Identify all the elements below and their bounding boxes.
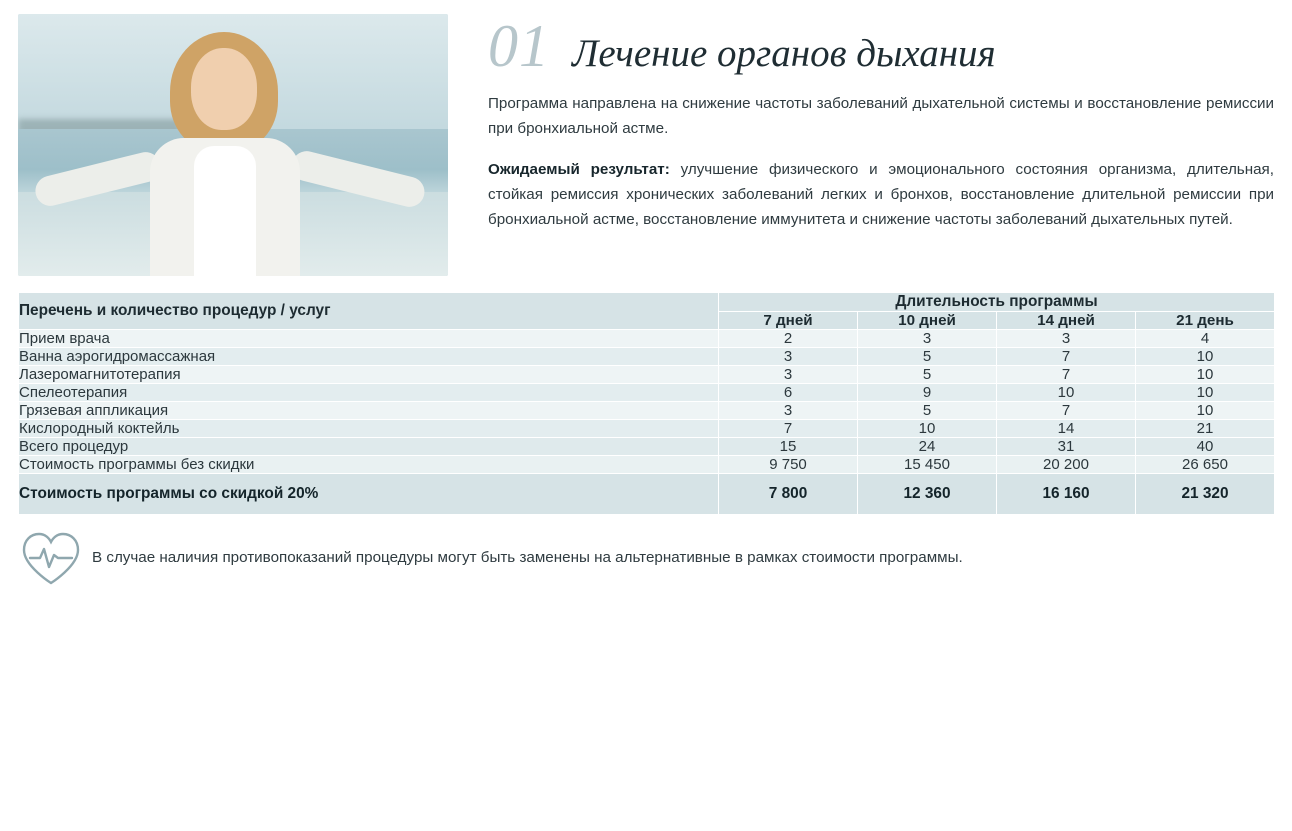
table-row-total — [19, 438, 1275, 456]
row-value-10: 12 360 — [858, 474, 997, 515]
program-title: Лечение органов дыхания — [572, 32, 996, 75]
table-row-price — [19, 456, 1275, 474]
row-name: Кислородный коктейль — [19, 420, 719, 438]
header-duration-14: 14 дней — [997, 312, 1136, 330]
table-body — [19, 330, 1275, 515]
row-value-7: 2 — [719, 330, 858, 348]
table-row — [19, 330, 1275, 348]
intro-section — [0, 0, 1292, 276]
row-value-14: 3 — [997, 330, 1136, 348]
table-row-discount — [19, 474, 1275, 515]
row-value-21: 10 — [1136, 348, 1275, 366]
footnote-text: В случае наличия противопоказаний процедуры могут быть заменены на альтернативные в рамках стоимости программы. — [92, 549, 963, 567]
expected-result-text: улучшение физического и эмоционального состояния организма, длительная, стойкая ремиссия хронических заболеваний легких и бронхов, восстановление длительной ремиссии при бронхиальной астме, восстановление иммунитета и снижение частоты заболеваний дыхательных путей. — [488, 161, 1274, 228]
header-duration-10: 10 дней — [858, 312, 997, 330]
row-value-7: 3 — [719, 348, 858, 366]
row-value-21: 10 — [1136, 402, 1275, 420]
row-value-7: 6 — [719, 384, 858, 402]
header-duration-7: 7 дней — [719, 312, 858, 330]
row-name: Ванна аэрогидромассажная — [19, 348, 719, 366]
row-value-10: 3 — [858, 330, 997, 348]
row-value-10: 5 — [858, 366, 997, 384]
row-value-10: 15 450 — [858, 456, 997, 474]
table-row — [19, 420, 1275, 438]
row-value-7: 7 — [719, 420, 858, 438]
row-value-14: 7 — [997, 402, 1136, 420]
hero-photo — [18, 14, 448, 276]
table-row — [19, 366, 1275, 384]
row-name: Стоимость программы со скидкой 20% — [19, 474, 719, 515]
program-number: 01 — [488, 13, 550, 79]
row-name: Спелеотерапия — [19, 384, 719, 402]
row-value-10: 5 — [858, 348, 997, 366]
table-row — [19, 402, 1275, 420]
row-value-10: 5 — [858, 402, 997, 420]
row-value-14: 31 — [997, 438, 1136, 456]
row-value-14: 10 — [997, 384, 1136, 402]
row-value-14: 7 — [997, 348, 1136, 366]
header-duration-21: 21 день — [1136, 312, 1275, 330]
row-name: Лазеромагнитотерапия — [19, 366, 719, 384]
row-value-14: 14 — [997, 420, 1136, 438]
row-value-10: 24 — [858, 438, 997, 456]
expected-result — [488, 158, 1274, 232]
row-value-7: 15 — [719, 438, 858, 456]
row-value-14: 20 200 — [997, 456, 1136, 474]
page-title — [488, 13, 1274, 79]
row-value-7: 3 — [719, 366, 858, 384]
row-value-21: 21 — [1136, 420, 1275, 438]
photo-person-face — [191, 48, 257, 130]
row-name: Всего процедур — [19, 438, 719, 456]
header-services: Перечень и количество процедур / услуг — [19, 293, 719, 330]
row-value-10: 9 — [858, 384, 997, 402]
photo-person-shirt — [194, 146, 256, 276]
row-name: Грязевая аппликация — [19, 402, 719, 420]
row-value-7: 7 800 — [719, 474, 858, 515]
table-header-row-1 — [19, 293, 1275, 312]
row-value-10: 10 — [858, 420, 997, 438]
table-row — [19, 384, 1275, 402]
row-name: Прием врача — [19, 330, 719, 348]
expected-result-label: Ожидаемый результат: — [488, 161, 670, 179]
row-value-21: 26 650 — [1136, 456, 1275, 474]
row-value-21: 4 — [1136, 330, 1275, 348]
row-value-7: 3 — [719, 402, 858, 420]
footnote — [0, 515, 1292, 585]
program-table — [18, 292, 1275, 515]
row-value-21: 10 — [1136, 384, 1275, 402]
header-duration: Длительность программы — [719, 293, 1275, 312]
program-description: Программа направлена на снижение частоты заболеваний дыхательной системы и восстановление ремиссии при бронхиальной астме. — [488, 95, 1274, 137]
row-value-21: 21 320 — [1136, 474, 1275, 515]
row-value-7: 9 750 — [719, 456, 858, 474]
intro-text-block — [448, 14, 1274, 232]
row-value-21: 10 — [1136, 366, 1275, 384]
row-value-14: 16 160 — [997, 474, 1136, 515]
table-row — [19, 348, 1275, 366]
row-name: Стоимость программы без скидки — [19, 456, 719, 474]
program-table-wrapper — [0, 276, 1292, 515]
row-value-14: 7 — [997, 366, 1136, 384]
table-head — [19, 293, 1275, 330]
heart-pulse-icon — [20, 531, 80, 585]
row-value-21: 40 — [1136, 438, 1275, 456]
